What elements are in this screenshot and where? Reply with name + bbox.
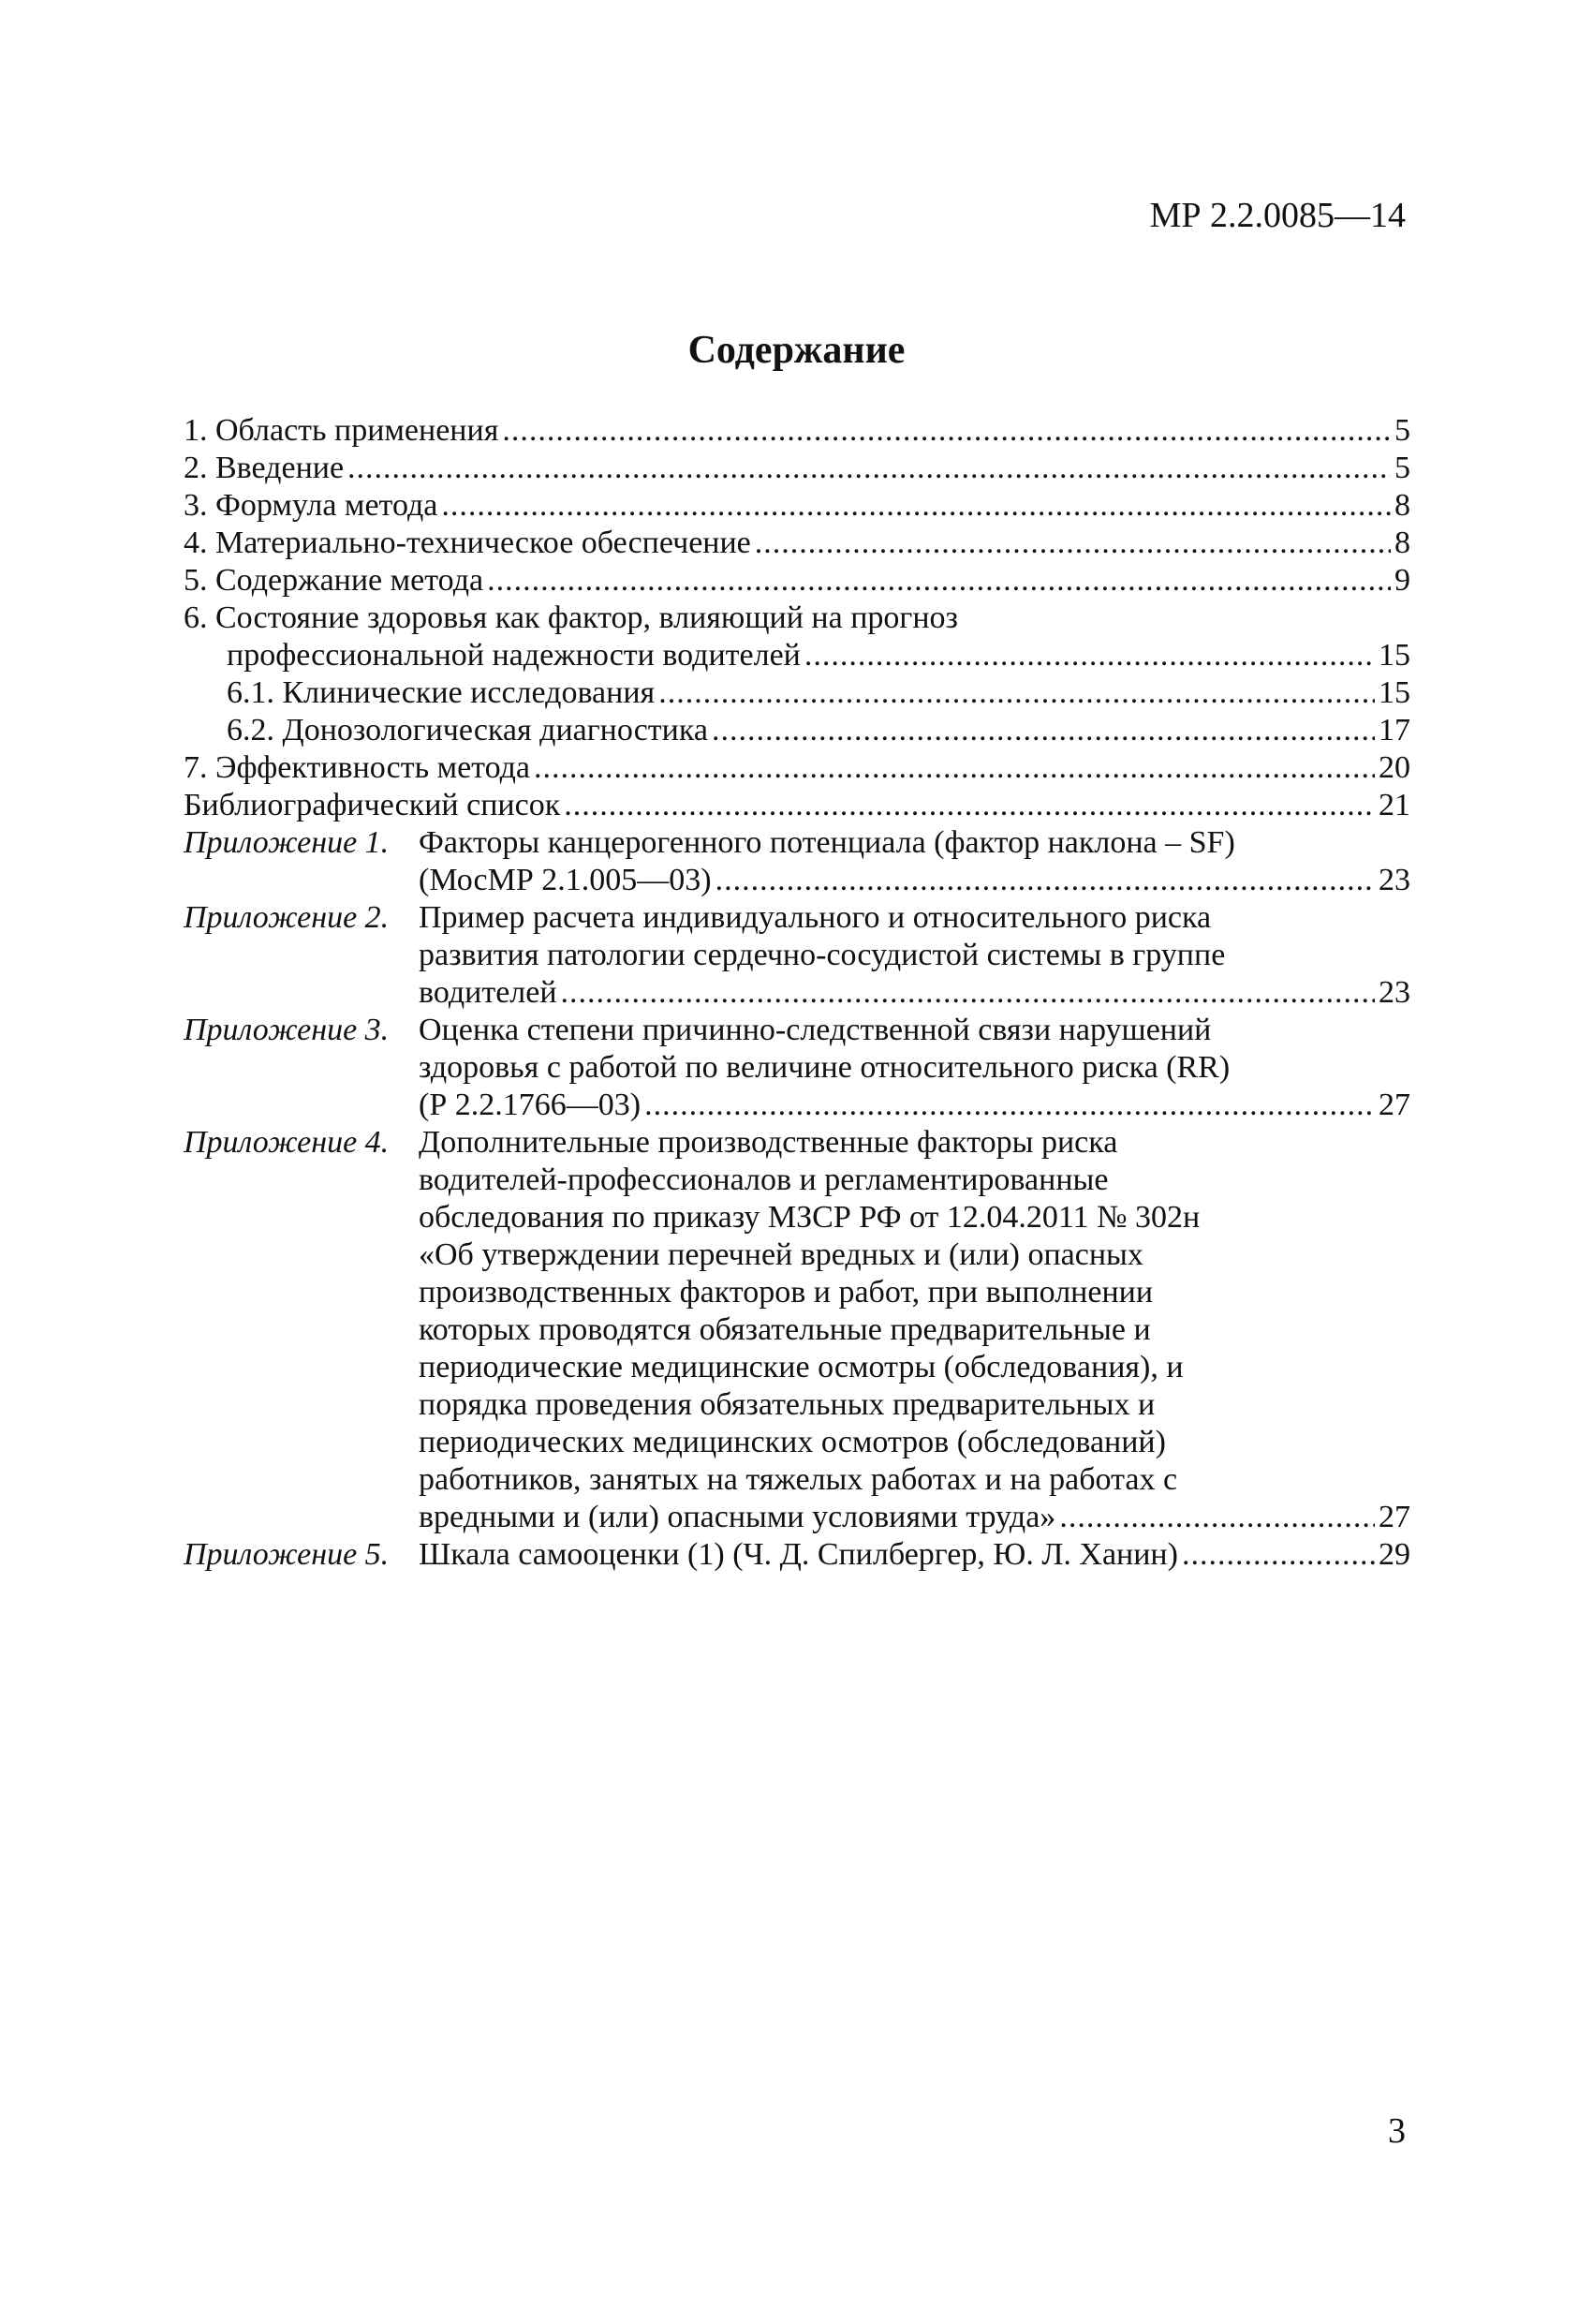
table-of-contents [184,412,1410,1574]
toc-page-number: 5 [1394,413,1410,448]
dot-leader [1059,1499,1375,1536]
appendix-text: водителей-профессионалов и регламентированные [419,1162,1109,1197]
toc-entry-text: 2. Введение [184,451,345,485]
document-code: МР 2.2.0085—14 [1149,196,1406,235]
toc-entry-6-1[interactable] [184,674,1410,712]
page-title: Содержание [687,329,906,372]
toc-entry-appendix-2[interactable] [184,899,1410,1012]
appendix-text: Пример расчета индивидуального и относительного риска [419,900,1212,935]
toc-page-number: 23 [1379,863,1410,897]
toc-entry-4[interactable] [184,525,1410,562]
toc-page-number: 23 [1379,975,1410,1010]
toc-entry-text: 6. Состояние здоровья как фактор, влияющий на прогноз [184,600,958,635]
toc-entry-2[interactable] [184,450,1410,487]
dot-leader [347,450,1391,487]
appendix-text: которых проводятся обязательные предварительные и [419,1312,1151,1347]
appendix-text: вредными и (или) опасными условиями труда» [419,1500,1056,1534]
toc-entry-text-continued: профессиональной надежности водителей [227,638,801,673]
appendix-text: «Об утверждении перечней вредных и (или) опасных [419,1237,1143,1272]
appendix-text: Шкала самооценки (1) (Ч. Д. Спилбергер, Ю. Л. Ханин) [419,1537,1178,1572]
appendix-label: Приложение 4. [184,1125,390,1160]
toc-entry-text: 5. Содержание метода [184,563,484,598]
page-number: 3 [1388,2111,1406,2151]
dot-leader [1182,1536,1375,1574]
dot-leader [712,712,1375,749]
dot-leader [715,862,1375,899]
toc-entry-appendix-3[interactable] [184,1012,1410,1124]
toc-entry-6[interactable] [184,600,1410,674]
appendix-text: здоровья с работой по величине относительного риска (RR) [419,1050,1231,1085]
toc-entry-bibliography[interactable] [184,787,1410,824]
dot-leader [502,412,1391,450]
dot-leader [564,787,1375,824]
appendix-text: Дополнительные производственные факторы риска [419,1125,1118,1160]
toc-page-number: 15 [1379,675,1410,710]
dot-leader [755,525,1391,562]
appendix-text: Факторы канцерогенного потенциала (фактор наклона – SF) [419,825,1235,860]
dot-leader [658,674,1375,712]
appendix-text: производственных факторов и работ, при выполнении [419,1275,1154,1310]
toc-entry-appendix-1[interactable] [184,824,1410,899]
toc-entry-text: 1. Область применения [184,413,499,448]
toc-page-number: 20 [1379,750,1410,785]
toc-page-number: 21 [1379,788,1410,822]
toc-entry-appendix-4[interactable] [184,1124,1410,1536]
toc-entry-7[interactable] [184,749,1410,787]
toc-page-number: 29 [1379,1537,1410,1572]
toc-entry-6-2[interactable] [184,712,1410,749]
dot-leader [487,562,1391,600]
toc-page-number: 17 [1379,713,1410,748]
toc-page-number: 27 [1379,1088,1410,1122]
toc-entry-appendix-5[interactable] [184,1536,1410,1574]
toc-entry-text: 3. Формула метода [184,488,438,523]
toc-page-number: 8 [1394,488,1410,523]
appendix-label: Приложение 5. [184,1537,390,1572]
toc-entry-3[interactable] [184,487,1410,525]
toc-entry-text: Библиографический список [184,788,561,822]
appendix-label: Приложение 2. [184,900,390,935]
appendix-text: Оценка степени причинно-следственной связи нарушений [419,1013,1212,1047]
appendix-label: Приложение 1. [184,825,390,860]
appendix-text: обследования по приказу МЗСР РФ от 12.04.2011 № 302н [419,1200,1201,1235]
toc-entry-1[interactable] [184,412,1410,450]
appendix-text: работников, занятых на тяжелых работах и на работах с [419,1462,1178,1497]
toc-entry-text: 6.2. Донозологическая диагностика [227,713,708,748]
toc-entry-5[interactable] [184,562,1410,600]
appendix-text: порядка проведения обязательных предварительных и [419,1387,1156,1422]
dot-leader [644,1087,1375,1124]
toc-page-number: 27 [1379,1500,1410,1534]
dot-leader [534,749,1375,787]
appendix-text: развития патологии сердечно-сосудистой системы в группе [419,938,1226,972]
toc-page-number: 5 [1394,451,1410,485]
toc-page-number: 15 [1379,638,1410,673]
appendix-text: периодические медицинские осмотры (обследования), и [419,1350,1184,1384]
appendix-text: водителей [419,975,557,1010]
toc-entry-text: 6.1. Клинические исследования [227,675,656,710]
toc-page-number: 9 [1394,563,1410,598]
toc-entry-text: 7. Эффективность метода [184,750,530,785]
dot-leader [561,974,1375,1012]
dot-leader [441,487,1391,525]
appendix-label: Приложение 3. [184,1013,390,1047]
dot-leader [804,637,1375,674]
appendix-text: периодических медицинских осмотров (обследований) [419,1425,1166,1459]
appendix-text: (МосМР 2.1.005—03) [419,863,712,897]
toc-entry-text: 4. Материально-техническое обеспечение [184,525,751,560]
toc-page-number: 8 [1394,525,1410,560]
appendix-text: (Р 2.2.1766—03) [419,1088,642,1122]
